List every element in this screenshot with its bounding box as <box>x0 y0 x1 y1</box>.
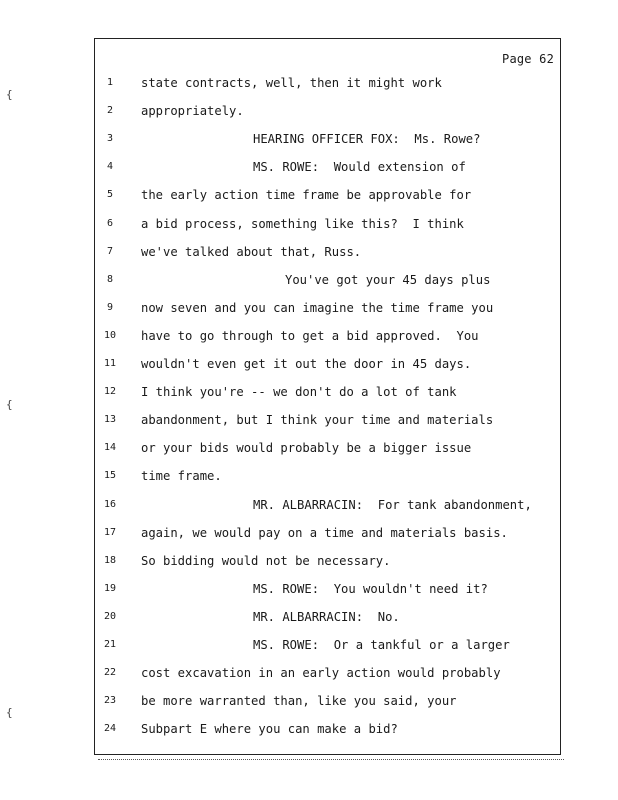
line-text: MS. ROWE: Or a tankful or a larger <box>253 638 510 652</box>
line-text: appropriately. <box>141 104 244 119</box>
line-number: 1 <box>106 77 114 88</box>
line-number: 24 <box>103 723 117 735</box>
line-number: 9 <box>106 301 114 313</box>
margin-mark-bottom: { <box>6 706 13 719</box>
line-number: 15 <box>103 470 117 482</box>
line-number: 13 <box>103 414 117 426</box>
line-text: MS. ROWE: Would extension of <box>253 160 466 175</box>
line-number: 17 <box>103 526 117 538</box>
line-text: we've talked about that, Russ. <box>141 244 362 259</box>
line-number: 23 <box>103 695 117 707</box>
line-number: 4 <box>106 161 114 173</box>
line-text: the early action time frame be approvable for <box>141 188 472 203</box>
transcript-line <box>95 721 560 737</box>
transcript-line <box>95 75 560 91</box>
transcript-line <box>95 525 560 541</box>
transcript-lines <box>95 39 560 754</box>
line-text: cost excavation in an early action would probably <box>141 666 501 681</box>
line-text: wouldn't even get it out the door in 45 days. <box>141 357 472 371</box>
transcript-line <box>95 103 560 119</box>
transcript-line <box>95 665 560 681</box>
margin-mark-middle: { <box>6 398 13 411</box>
transcript-line <box>95 468 560 484</box>
transcript-line <box>95 637 560 653</box>
line-text: state contracts, well, then it might work <box>141 76 442 90</box>
line-text: MR. ALBARRACIN: For tank abandonment, <box>253 497 532 512</box>
transcript-line <box>95 272 560 288</box>
line-number: 18 <box>103 554 117 566</box>
line-text: You've got your 45 days plus <box>285 272 491 287</box>
line-text: abandonment, but I think your time and materials <box>141 413 494 428</box>
transcript-line <box>95 581 560 597</box>
line-text: be more warranted than, like you said, your <box>141 694 457 709</box>
transcript-line <box>95 384 560 400</box>
line-number: 3 <box>106 133 114 145</box>
line-number: 6 <box>106 217 114 229</box>
line-text: MS. ROWE: You wouldn't need it? <box>253 581 488 596</box>
line-text: HEARING OFFICER FOX: Ms. Rowe? <box>253 132 481 147</box>
transcript-line <box>95 131 560 147</box>
line-number: 2 <box>106 105 114 117</box>
transcript-page <box>94 38 561 755</box>
line-number: 21 <box>103 639 117 650</box>
line-text: now seven and you can imagine the time frame you <box>141 300 494 315</box>
line-text: I think you're -- we don't do a lot of tank <box>141 385 457 400</box>
transcript-line <box>95 553 560 569</box>
line-number: 7 <box>106 245 114 257</box>
transcript-line <box>95 412 560 428</box>
line-text: have to go through to get a bid approved. You <box>141 328 479 343</box>
line-text: a bid process, something like this? I think <box>141 216 464 231</box>
line-number: 12 <box>103 386 117 398</box>
line-text: So bidding would not be necessary. <box>141 553 391 568</box>
transcript-line <box>95 216 560 232</box>
line-text: or your bids would probably be a bigger issue <box>141 441 472 456</box>
line-number: 10 <box>103 329 117 341</box>
transcript-line <box>95 609 560 625</box>
transcript-line <box>95 159 560 175</box>
line-text: Subpart E where you can make a bid? <box>141 722 398 737</box>
transcript-line <box>95 187 560 203</box>
line-number: 22 <box>103 667 117 679</box>
transcript-line <box>95 497 560 513</box>
line-text: MR. ALBARRACIN: No. <box>253 609 400 624</box>
transcript-line <box>95 328 560 344</box>
transcript-line <box>95 356 560 372</box>
page-number: Page 62 <box>502 52 554 66</box>
line-number: 16 <box>103 498 117 510</box>
transcript-line <box>95 693 560 709</box>
line-number: 11 <box>103 358 117 369</box>
transcript-line <box>95 244 560 260</box>
transcript-line <box>95 440 560 456</box>
margin-mark-top: { <box>6 88 13 101</box>
line-number: 20 <box>103 610 117 622</box>
transcript-line <box>95 300 560 316</box>
line-number: 19 <box>103 582 117 594</box>
line-text: time frame. <box>141 469 222 484</box>
line-text: again, we would pay on a time and materials basis. <box>141 525 508 540</box>
line-number: 8 <box>106 273 114 285</box>
line-number: 5 <box>106 189 114 201</box>
line-number: 14 <box>103 442 117 454</box>
